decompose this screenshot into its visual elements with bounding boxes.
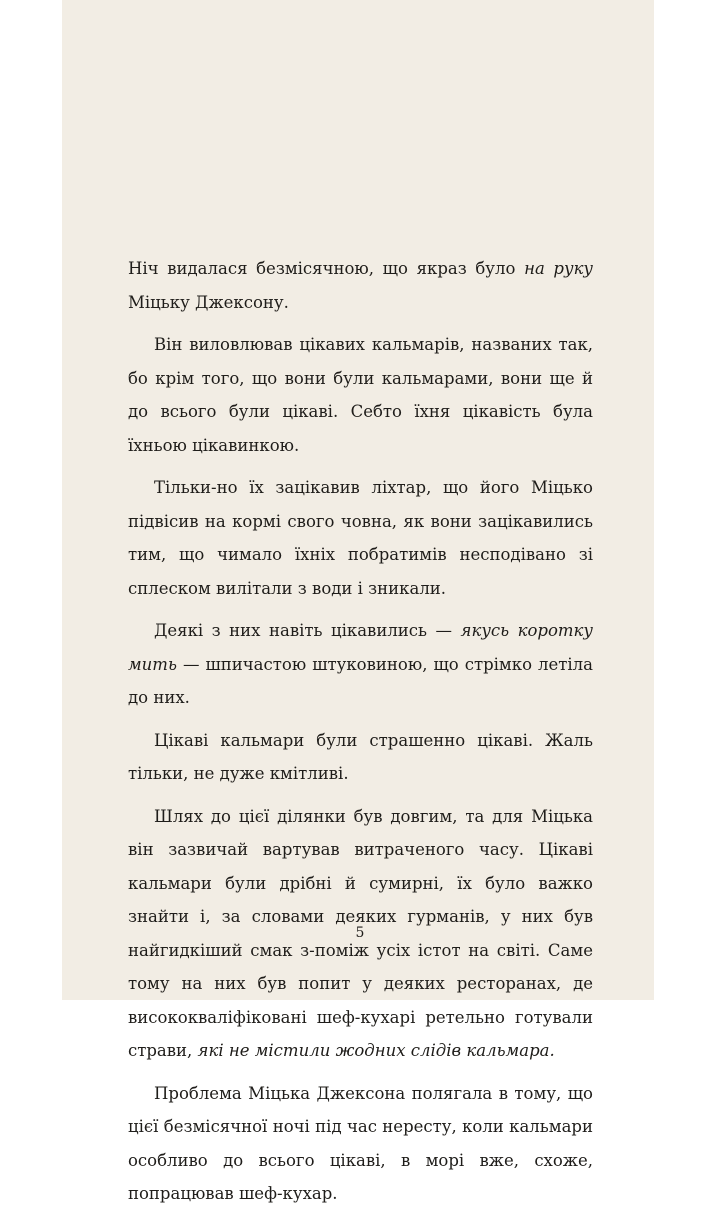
paragraph-4: Деякі з них навіть цікавились — якусь коротку мить — шпичастою штуковиною, що стрімко летіла до них. [128, 621, 593, 707]
paragraph-7: Проблема Міцька Джексона полягала в тому, що цієї безмісячної ночі під час нересту, коли кальмари особливо до всього цікаві, в морі вже, схоже, попрацював шеф-кухар. [128, 1083, 593, 1203]
page-number: 5 [355, 925, 365, 941]
paragraph-3: Тільки-но їх зацікавив ліхтар, що його Міцько підвісив на кормі свого човна, як вони зацікавились тим, що чимало їхніх побратимів несподівано зі сплеском вилітали з води і зникали. [128, 478, 593, 598]
paragraph-2: Він виловлював цікавих кальмарів, названих так, бо крім того, що вони були кальмарами, вони ще й до всього були цікаві. Себто їхня цікавість була їхньою цікавинкою. [128, 335, 593, 455]
paragraph-5: Цікаві кальмари були страшенно цікаві. Жаль тільки, не дуже кмітливі. [128, 730, 593, 783]
paragraph-1: Ніч видалася безмісячною, що якраз було на руку Міцьку Джексону. [128, 259, 593, 312]
body-text [128, 252, 593, 1220]
paragraph-6: Шлях до цієї ділянки був довгим, та для Міцька він зазвичай вартував витраченого часу. Цікаві кальмари були дрібні й сумирні, їх було важко знайти і, за словами деяких гурманів, у них був найгидкіший смак з-поміж усіх істот на світі. Саме тому на них був попит у деяких ресторанах, де висококваліфіковані шеф-кухарі ретельно готували страви, які не містили жодних слідів кальмара. [128, 806, 593, 1060]
